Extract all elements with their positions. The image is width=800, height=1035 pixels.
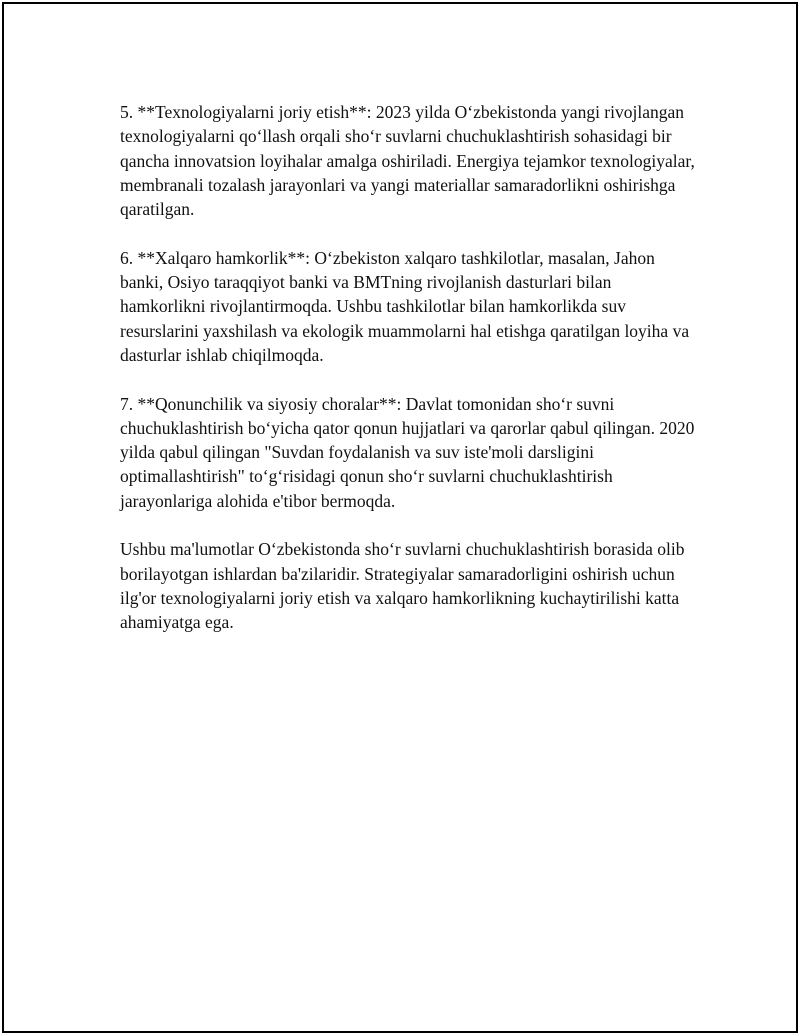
document-body [120, 100, 700, 635]
document-page [2, 2, 798, 1033]
paragraph-international-cooperation: 6. **Xalqaro hamkorlik**: O‘zbekiston xalqaro tashkilotlar, masalan, Jahon banki, Osiyo taraqqiyot banki va BMTning rivojlanish dasturlari bilan hamkorlikni rivojlantirmoqda. Ushbu tashkilotlar bilan hamkorlikda suv resurslarini yaxshilash va ekologik muammolarni hal etishga qaratilgan loyiha va dasturlar ishlab chiqilmoqda. [120, 247, 690, 365]
paragraph-summary: Ushbu ma'lumotlar O‘zbekistonda sho‘r suvlarni chuchuklashtirish borasida olib borilayotgan ishlardan ba'zilaridir. Strategiyalar samaradorligini oshirish uchun ilg'or texnologiyalarni joriy etish va xalqaro hamkorlikning kuchaytirilishi katta ahamiyatga ega. [120, 539, 685, 633]
paragraph-legislation: 7. **Qonunchilik va siyosiy choralar**: Davlat tomonidan sho‘r suvni chuchuklashtirish bo‘yicha qator qonun hujjatlari va qarorlar qabul qilingan. 2020 yilda qabul qilingan "Suvdan foydalanish va suv iste'moli darsligini optimallashtirish" to‘g‘risidagi qonun sho‘r suvlarni chuchuklashtirish jarayonlariga alohida e'tibor bermoqda. [120, 393, 695, 511]
paragraph-technology: 5. **Texnologiyalarni joriy etish**: 2023 yilda O‘zbekistonda yangi rivojlangan texnologiyalarni qo‘llash orqali sho‘r suvlarni chuchuklashtirish sohasidagi bir qancha innovatsion loyihalar amalga oshiriladi. Energiya tejamkor texnologiyalar, membranali tozalash jarayonlari va yangi materiallar samaradorlikni oshirishga qaratilgan. [120, 102, 695, 220]
